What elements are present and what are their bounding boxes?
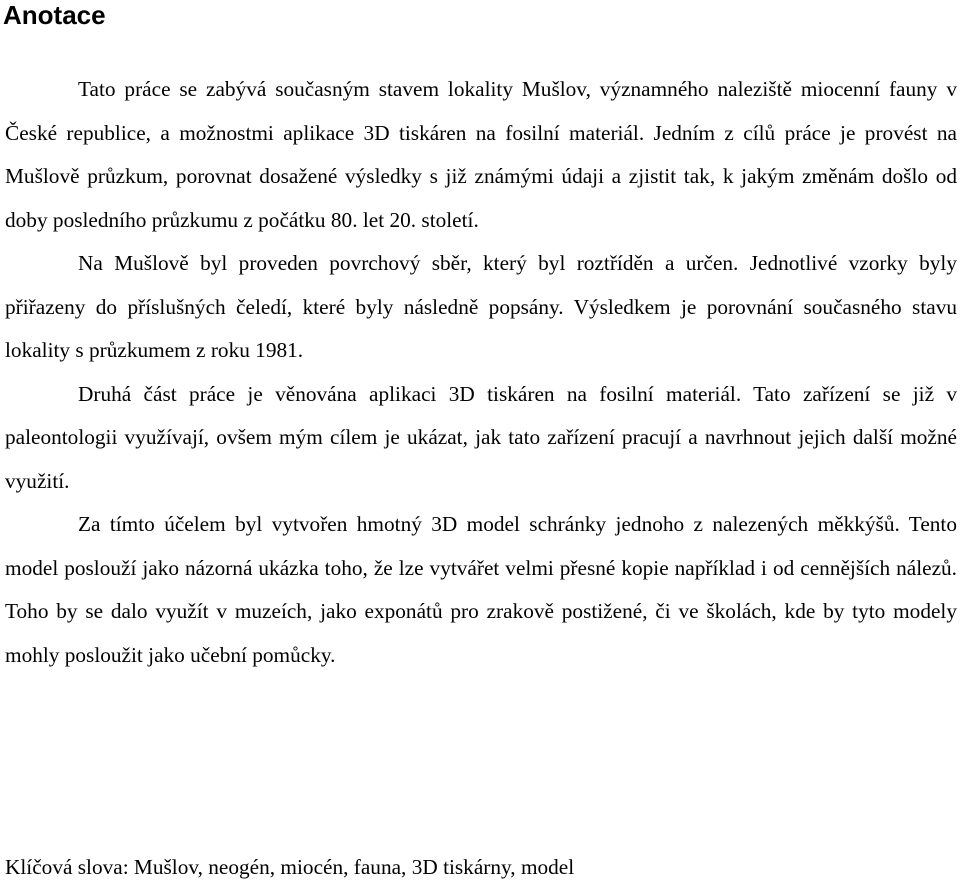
page-title: Anotace: [3, 0, 106, 30]
paragraph-3d-model: Za tímto účelem byl vytvořen hmotný 3D model schránky jednoho z nalezených měkkýšů. Tento model poslouží jako názorná ukázka toho, že lze vytvářet velmi přesné kopie například i od cennějších nálezů. Toho by se dalo využít v muzeích, jako exponátů pro zrakově postižené, či ve školách, kde by tyto modely mohly posloužit jako učební pomůcky.: [5, 512, 957, 667]
paragraph-3d-printing: Druhá část práce je věnována aplikaci 3D tiskáren na fosilní materiál. Tato zařízení se již v paleontologii využívají, ovšem mým cílem je ukázat, jak tato zařízení pracují a navrhnout jejich další možné využití.: [5, 381, 957, 493]
annotation-body: [5, 68, 957, 677]
keywords-line: Klíčová slova: Mušlov, neogén, miocén, fauna, 3D tiskárny, model: [5, 855, 575, 879]
paragraph-survey: Na Mušlově byl proveden povrchový sběr, který byl roztříděn a určen. Jednotlivé vzorky byly přiřazeny do příslušných čeledí, které byly následně popsány. Výsledkem je porovnání současného stavu lokality s průzkumem z roku 1981.: [5, 251, 957, 362]
paragraph-intro: Tato práce se zabývá současným stavem lokality Mušlov, významného naleziště miocenní fauny v České republice, a možnostmi aplikace 3D tiskáren na fosilní materiál. Jedním z cílů práce je provést na Mušlově průzkum, porovnat dosažené výsledky s již známými údaji a zjistit tak, k jakým změnám došlo od doby posledního průzkumu z počátku 80. let 20. století.: [5, 77, 957, 232]
